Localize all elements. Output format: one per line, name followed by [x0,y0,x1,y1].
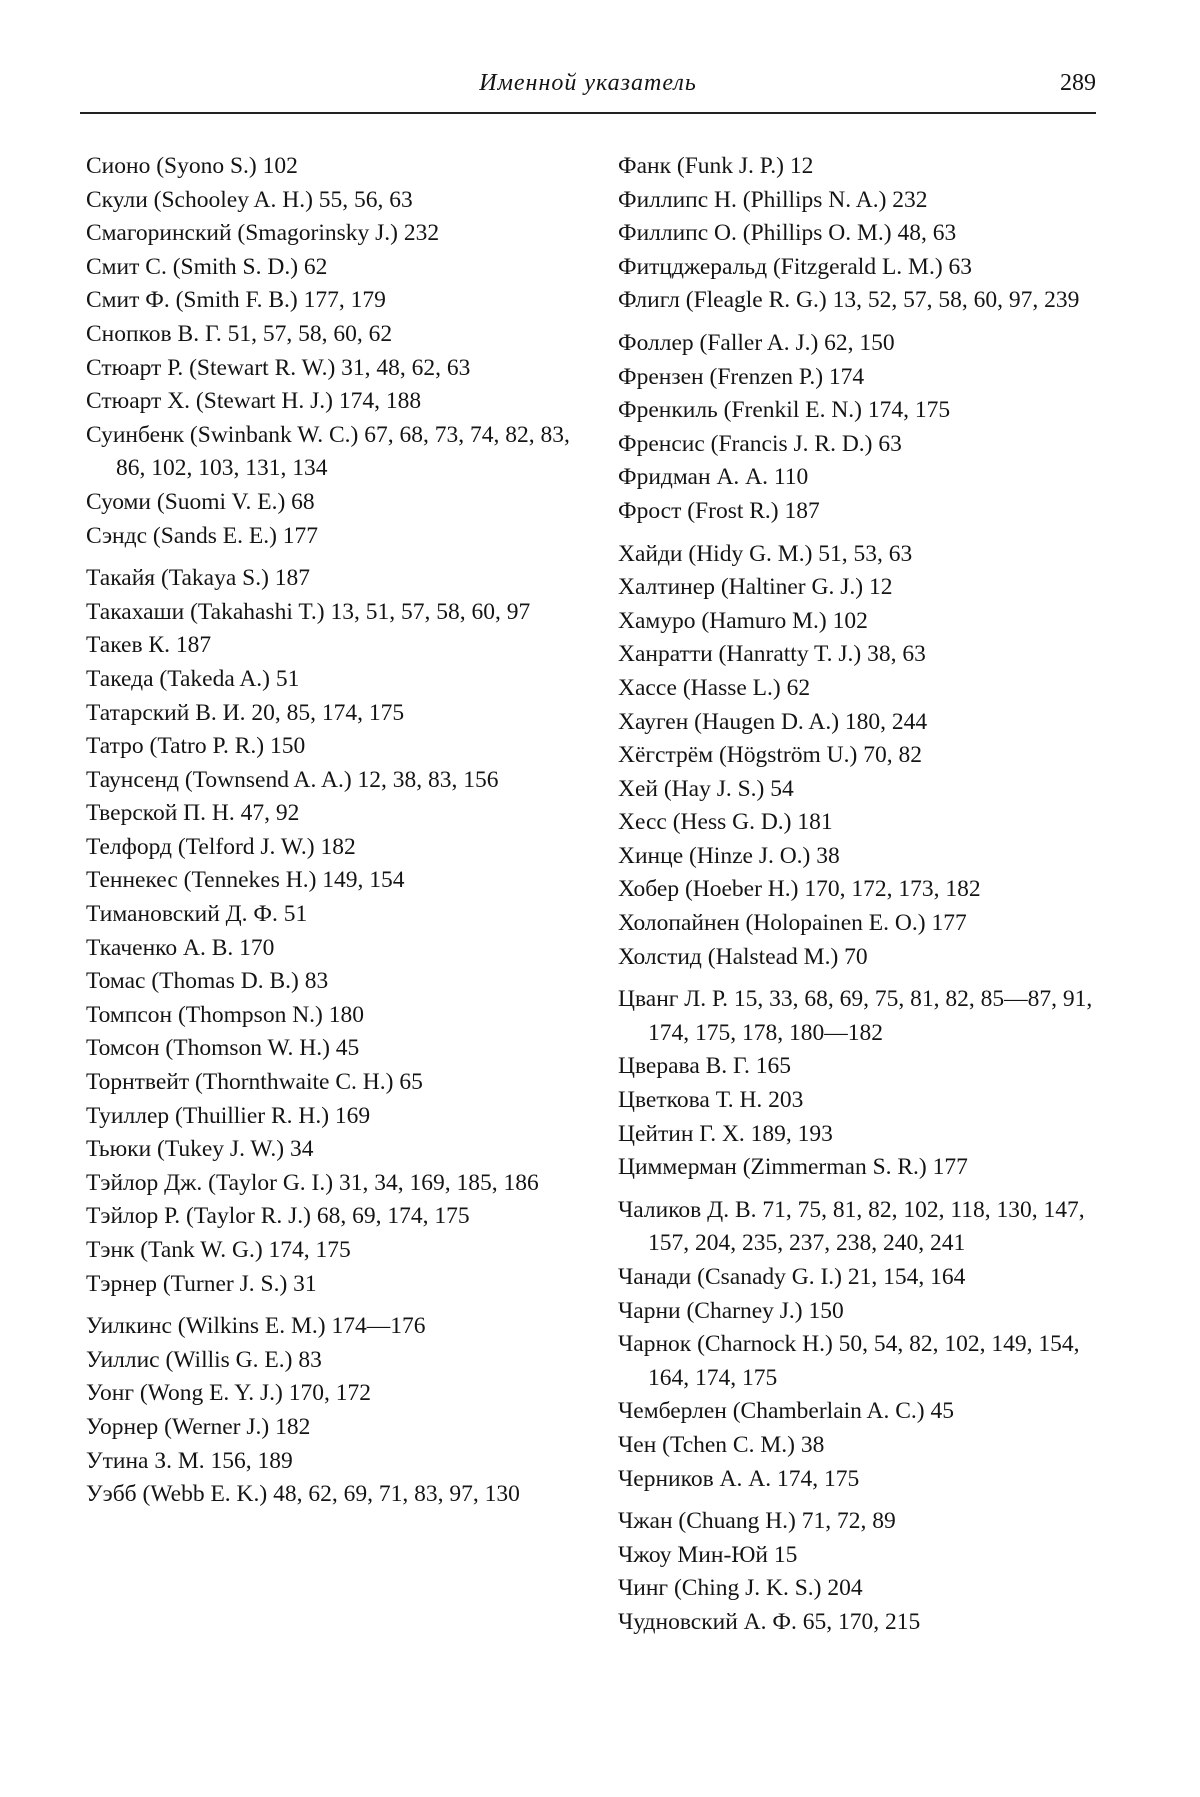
index-entry: Фоллер (Faller A. J.) 62, 150 [618,329,895,356]
index-entry: Цверава В. Г. 165 [618,1053,791,1080]
index-entry: Торнтвейт (Thornthwaite C. H.) 65 [86,1069,423,1096]
page-header [80,62,1096,114]
index-entry: Халтинер (Haltiner G. J.) 12 [618,574,893,601]
index-entry: Тэйлор Дж. (Taylor G. I.) 31, 34, 169, 185, 186 [86,1169,539,1196]
index-entry: Чарнок (Charnock H.) 50, 54, 82, 102, 149, 154, 164, 174, 175 [618,1331,1080,1391]
index-entry: Чаликов Д. В. 71, 75, 81, 82, 102, 118, 130, 147, 157, 204, 235, 237, 238, 240, 241 [618,1196,1085,1257]
index-entry: Хауген (Haugen D. A.) 180, 244 [618,708,928,735]
index-entry: Хей (Hay J. S.) 54 [618,775,794,802]
index-entry: Чен (Tchen C. M.) 38 [618,1431,825,1458]
index-entry: Татарский В. И. 20, 85, 174, 175 [86,699,405,726]
index-entry: Цветкова Т. Н. 203 [618,1087,804,1114]
index-entry: Хайди (Hidy G. M.) 51, 53, 63 [618,540,913,567]
index-entry: Такахаши (Takahashi T.) 13, 51, 57, 58, 60, 97 [86,598,531,625]
index-entry: Чанади (Csanady G. I.) 21, 154, 164 [618,1264,966,1290]
index-entry: Стюарт Х. (Stewart H. J.) 174, 188 [86,388,422,415]
index-entry: Френкиль (Frenkil E. N.) 174, 175 [618,397,951,424]
index-entry: Флигл (Fleagle R. G.) 13, 52, 57, 58, 60, 97, 239 [618,287,1080,314]
index-entry: Хесс (Hess G. D.) 181 [618,809,833,836]
index-entry: Татро (Tatro P. R.) 150 [86,733,306,760]
index-entry: Холстид (Halstead M.) 70 [618,943,868,970]
index-entry: Фридман А. А. 110 [618,464,809,491]
index-entry: Сионо (Syono S.) 102 [86,153,298,179]
index-entry: Ханратти (Hanratty T. J.) 38, 63 [618,641,926,668]
index-entry: Уонг (Wong E. Y. J.) 170, 172 [86,1380,371,1407]
index-entry: Хамуро (Hamuro M.) 102 [618,607,868,634]
running-title: Именной указатель [479,70,697,96]
index-entry: Такайя (Takaya S.) 187 [86,565,311,592]
index-entry: Смит С. (Smith S. D.) 62 [86,253,328,280]
index-entry: Чудновский А. Ф. 65, 170, 215 [618,1608,921,1635]
index-entry: Цванг Л. Р. 15, 33, 68, 69, 75, 81, 82, 85—87, 91, 174, 175, 178, 180—182 [618,986,1093,1046]
index-entry: Филлипс О. (Phillips O. M.) 48, 63 [618,220,957,247]
index-entry: Цейтин Г. Х. 189, 193 [618,1120,833,1147]
index-entry: Тьюки (Tukey J. W.) 34 [86,1136,314,1163]
index-entry: Теннекес (Tennekes H.) 149, 154 [86,867,405,894]
index-entry: Тверской П. Н. 47, 92 [86,800,300,827]
index-entry: Филлипс Н. (Phillips N. A.) 232 [618,186,928,213]
index-entry: Френзен (Frenzen P.) 174 [618,363,865,390]
index-entry: Хинце (Hinze J. O.) 38 [618,842,840,869]
index-entry: Фитцджеральд (Fitzgerald L. M.) 63 [618,253,973,280]
index-entry: Смагоринский (Smagorinsky J.) 232 [86,220,440,247]
index-entry: Снопков В. Г. 51, 57, 58, 60, 62 [86,320,393,347]
index-entry: Френсис (Francis J. R. D.) 63 [618,430,902,457]
index-entry: Циммерман (Zimmerman S. R.) 177 [618,1154,968,1181]
index-entry: Таунсенд (Townsend A. A.) 12, 38, 83, 156 [86,766,499,793]
index-entry: Хассе (Hasse L.) 62 [618,674,811,701]
index-entry: Уорнер (Werner J.) 182 [86,1413,311,1440]
index-column-left [86,150,576,1512]
index-entry: Суоми (Suomi V. E.) 68 [86,488,315,515]
index-entry: Такеда (Takeda A.) 51 [86,665,300,692]
index-entry: Суинбенк (Swinbank W. C.) 67, 68, 73, 74, 82, 83, 86, 102, 103, 131, 134 [86,421,570,482]
index-entry: Тимановский Д. Ф. 51 [86,901,308,928]
index-entry: Чарни (Charney J.) 150 [618,1297,844,1324]
index-entry: Туиллер (Thuillier R. H.) 169 [86,1102,371,1129]
index-entry: Тэйлор Р. (Taylor R. J.) 68, 69, 174, 175 [86,1203,470,1230]
index-entry: Чжан (Chuang H.) 71, 72, 89 [618,1508,896,1535]
index-entry: Уиллис (Willis G. E.) 83 [86,1346,322,1373]
index-entry: Телфорд (Telford J. W.) 182 [86,833,356,860]
index-entry: Скули (Schooley A. H.) 55, 56, 63 [86,186,413,213]
index-entry: Хёгстрём (Högström U.) 70, 82 [618,742,922,769]
index-entry: Чжоу Мин-Юй 15 [618,1541,798,1568]
index-entry: Уэбб (Webb E. K.) 48, 62, 69, 71, 83, 97, 130 [86,1481,520,1508]
index-entry: Уилкинс (Wilkins E. M.) 174—176 [86,1313,426,1340]
index-entry: Такев К. 187 [86,632,212,659]
index-entry: Сэндс (Sands E. E.) 177 [86,522,319,549]
index-entry: Тэнк (Tank W. G.) 174, 175 [86,1237,351,1263]
index-entry: Фанк (Funk J. P.) 12 [618,153,814,179]
index-entry: Ткаченко А. В. 170 [86,934,275,961]
index-entry: Чинг (Ching J. K. S.) 204 [618,1575,863,1602]
index-entry: Стюарт Р. (Stewart R. W.) 31, 48, 62, 63 [86,354,471,381]
index-entry: Хобер (Hoeber H.) 170, 172, 173, 182 [618,876,981,903]
index-entry: Томсон (Thomson W. H.) 45 [86,1035,360,1062]
index-entry: Томпсон (Thompson N.) 180 [86,1001,364,1028]
index-entry: Холопайнен (Holopainen E. O.) 177 [618,910,967,937]
index-entry: Фрост (Frost R.) 187 [618,497,820,524]
index-entry: Черников А. А. 174, 175 [618,1465,860,1492]
index-entry: Тэрнер (Turner J. S.) 31 [86,1270,317,1297]
index-entry: Утина З. М. 156, 189 [86,1447,293,1474]
index-entry: Смит Ф. (Smith F. B.) 177, 179 [86,287,386,314]
index-entry: Чемберлен (Chamberlain A. C.) 45 [618,1398,954,1425]
index-entry: Томас (Thomas D. B.) 83 [86,968,329,995]
index-column-right [618,150,1108,1640]
page-number: 289 [1060,70,1096,96]
